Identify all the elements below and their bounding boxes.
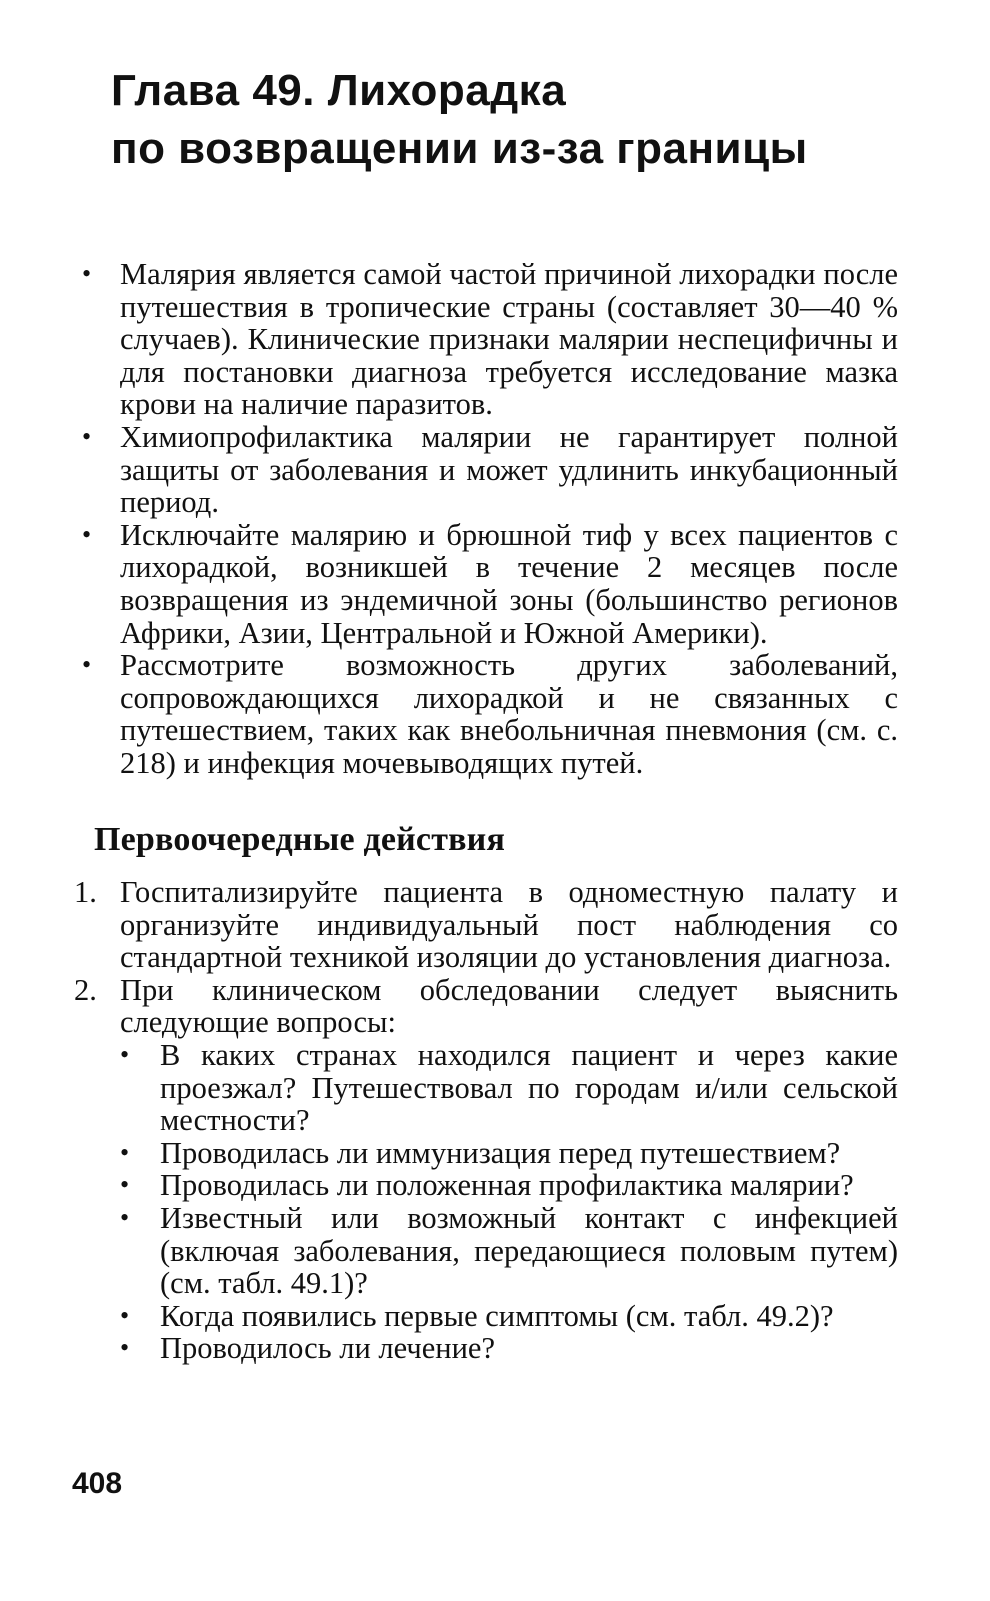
intro-bullet-text: Исключайте малярию и брюшной тиф у всех пациентов с лихорадкой, возникшей в течение 2 месяцев после возвращения из эндемичной зоны (большинство регионов Африки, Азии, Центральной и Южной Америки). — [120, 517, 898, 650]
bullet-icon: • — [120, 1170, 130, 1200]
step-number: 2. — [74, 972, 97, 1007]
question-text: Известный или возможный контакт с инфекцией (включая заболевания, передающиеся половым путем) (см. табл. 49.1)? — [160, 1200, 898, 1301]
question-text: Проводилась ли иммунизация перед путешествием? — [160, 1135, 841, 1170]
bullet-icon: • — [82, 421, 92, 451]
intro-bullet-item — [0, 421, 898, 519]
question-text: Проводилось ли лечение? — [160, 1331, 495, 1366]
step-item — [0, 974, 898, 1365]
bullet-icon: • — [82, 259, 92, 288]
bullet-icon: • — [120, 1333, 130, 1363]
bullet-icon: • — [120, 1137, 130, 1167]
intro-bullet-item — [0, 649, 898, 779]
bullet-icon: • — [82, 650, 92, 680]
step-text: При клиническом обследовании следует выяснить следующие вопросы: — [120, 972, 898, 1040]
intro-bullet-text: Химиопрофилактика малярии не гарантирует полной защиты от заболевания и может удлинить инкубационный период. — [120, 419, 898, 520]
steps-list — [0, 876, 990, 1365]
question-sub-list — [120, 1039, 898, 1365]
step-number: 1. — [74, 875, 97, 909]
question-item — [120, 1169, 898, 1202]
page-number: 408 — [72, 1467, 123, 1500]
intro-bullet-list — [0, 258, 990, 780]
question-item — [120, 1332, 898, 1365]
intro-bullet-text: Рассмотрите возможность других заболеваний, сопровождающихся лихорадкой и не связанных с путешествием, таких как внебольничная пневмония (см. с. 218) и инфекция мочевыводящих путей. — [120, 648, 898, 780]
chapter-title-line-1: Глава 49. Лихорадка — [111, 66, 567, 115]
bullet-icon: • — [120, 1300, 130, 1330]
question-text: Когда появились первые симптомы (см. табл. 49.2)? — [160, 1298, 834, 1333]
bullet-icon: • — [82, 519, 92, 549]
bullet-icon: • — [120, 1039, 130, 1069]
question-item — [120, 1202, 898, 1300]
question-item — [120, 1137, 898, 1170]
bullet-icon: • — [120, 1202, 130, 1232]
question-item — [120, 1039, 898, 1137]
section-title: Первоочередные действия — [94, 821, 506, 858]
question-text: Проводилась ли положенная профилактика малярии? — [160, 1168, 854, 1203]
question-item — [120, 1300, 898, 1333]
chapter-title — [111, 62, 931, 178]
intro-bullet-item — [0, 519, 898, 649]
intro-bullet-item — [0, 258, 898, 421]
question-text: В каких странах находился пациент и через какие проезжал? Путешествовал по городам и/или сельской местности? — [160, 1037, 898, 1138]
step-item — [0, 876, 898, 974]
chapter-title-line-2: по возвращении из-за границы — [111, 124, 808, 173]
intro-bullet-text: Малярия является самой частой причиной лихорадки после путешествия в тропические страны (составляет 30—40 % случаев). Клинические признаки малярии неспецифичны и для постановки диагноза требуется исследование мазка крови на наличие паразитов. — [120, 257, 898, 422]
step-text: Госпитализируйте пациента в одноместную палату и организуйте индивидуальный пост наблюдения со стандартной техникой изоляции до установления диагноза. — [120, 875, 898, 975]
